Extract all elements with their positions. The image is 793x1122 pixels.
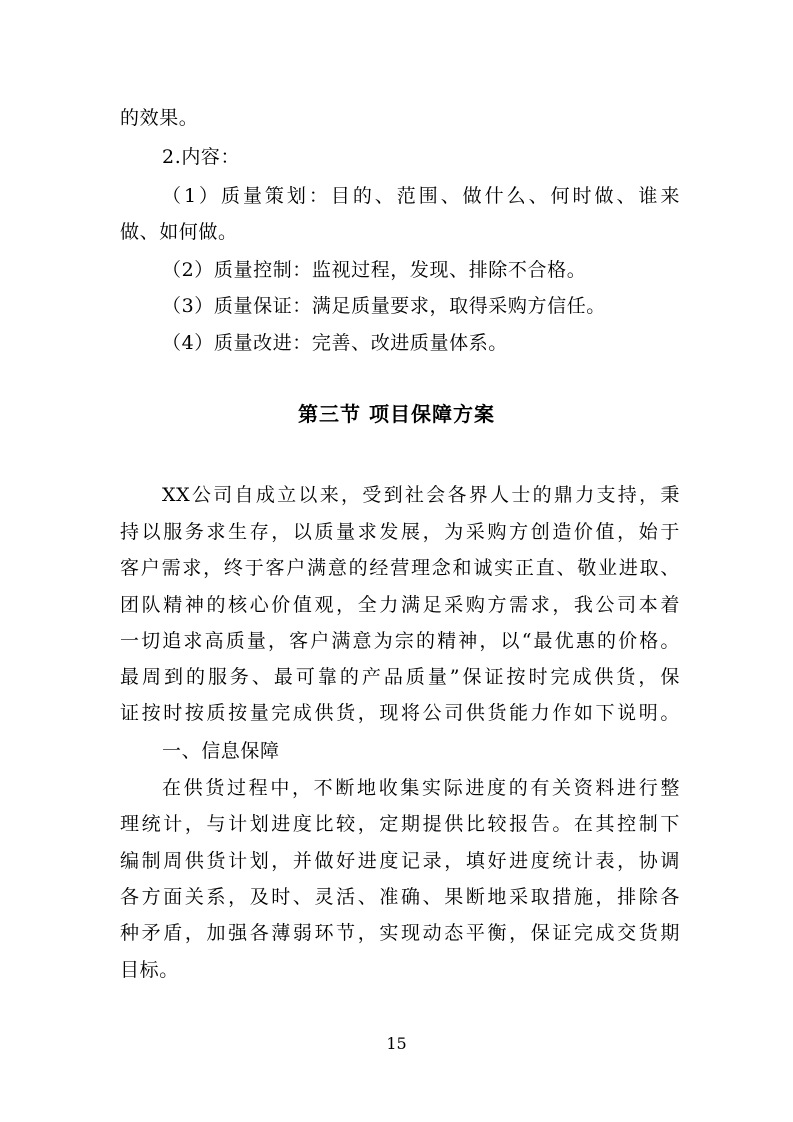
paragraph-line: 一切追求高质量，客户满意为宗的精神，以“最优惠的价格。 <box>120 630 680 652</box>
paragraph-line: 目标。 <box>120 959 179 981</box>
paragraph-line: 团队精神的核心价值观，全力满足采购方需求，我公司本着 <box>120 594 680 616</box>
page-number: 15 <box>386 1034 407 1053</box>
paragraph-line: XX公司自成立以来，受到社会各界人士的鼎力支持，秉 <box>162 484 680 506</box>
list-item-quality-assurance: （3）质量保证：满足质量要求，取得采购方信任。 <box>162 295 606 317</box>
content-label: 2.内容： <box>162 146 241 168</box>
section-heading: 第三节 项目保障方案 <box>298 402 495 426</box>
list-item-quality-planning: （1）质量策划：目的、范围、做什么、何时做、谁来 <box>162 185 680 207</box>
list-item-quality-improvement: （4）质量改进：完善、改进质量体系。 <box>162 332 508 354</box>
paragraph-line: 客户需求，终于客户满意的经营理念和诚实正直、敬业进取、 <box>120 557 680 579</box>
paragraph-line: 最周到的服务、最可靠的产品质量”保证按时完成供货，保 <box>120 666 680 688</box>
paragraph-line: 各方面关系，及时、灵活、准确、果断地采取措施，排除各 <box>120 886 680 908</box>
text-line-continuation: 的效果。 <box>120 107 199 129</box>
paragraph-line: 在供货过程中，不断地收集实际进度的有关资料进行整 <box>162 777 680 799</box>
paragraph-line: 编制周供货计划，并做好进度记录，填好进度统计表，协调 <box>120 850 680 872</box>
list-item-quality-control: （2）质量控制：监视过程，发现、排除不合格。 <box>162 259 587 281</box>
paragraph-line: 持以服务求生存，以质量求发展，为采购方创造价值，始于 <box>120 521 680 543</box>
list-item-quality-planning-continuation: 做、如何做。 <box>120 221 238 243</box>
paragraph-line: 证按时按质按量完成供货，现将公司供货能力作如下说明。 <box>120 702 680 724</box>
paragraph-line: 种矛盾，加强各薄弱环节，实现动态平衡，保证完成交货期 <box>120 922 680 944</box>
paragraph-line: 理统计，与计划进度比较，定期提供比较报告。在其控制下 <box>120 813 680 835</box>
subsection-heading: 一、信息保障 <box>162 740 280 762</box>
